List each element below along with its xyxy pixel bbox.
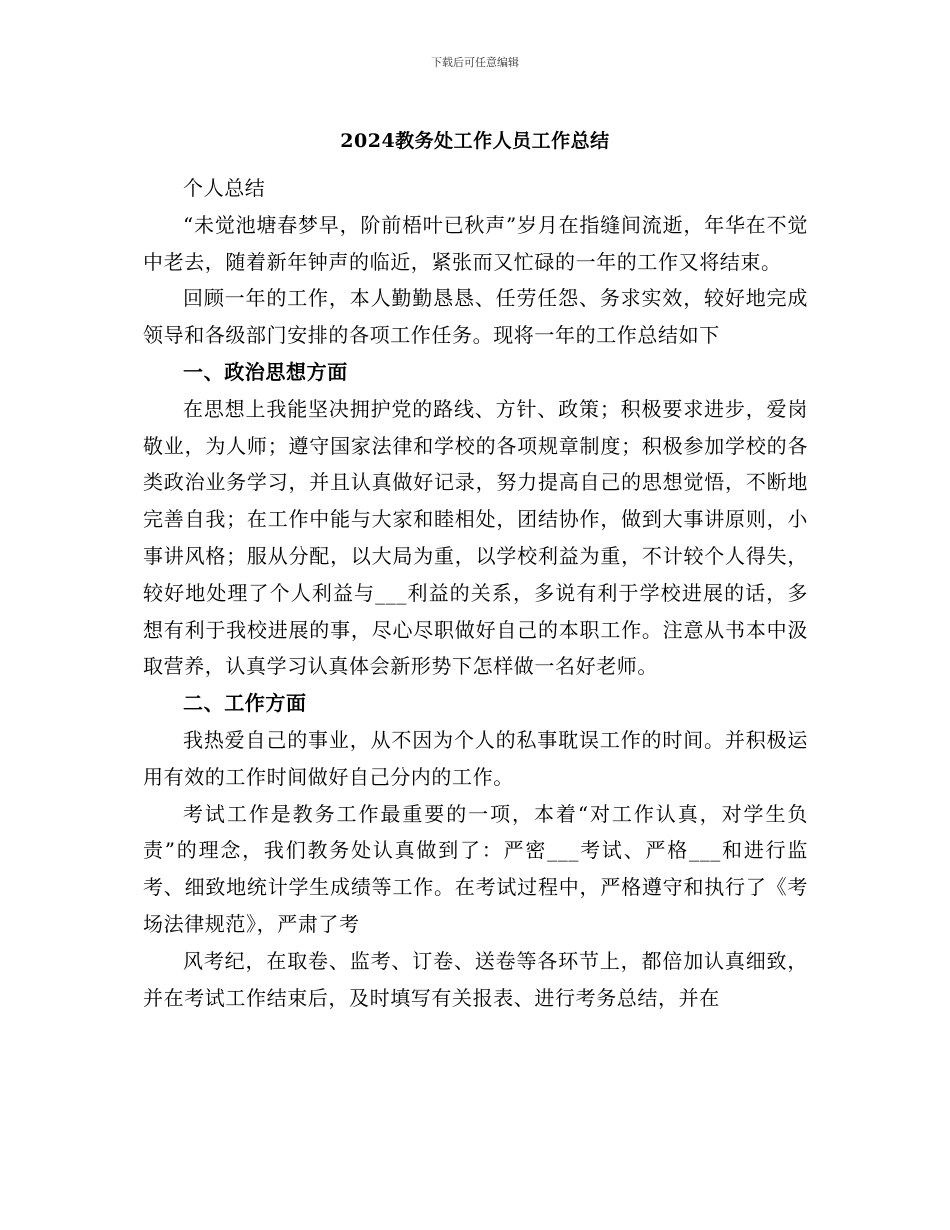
paragraph-intro-poem: “未觉池塘春梦早，阶前梧叶已秋声”岁月在指缝间流逝，年华在不觉中老去，随着新年钟声的临近，紧张而又忙碌的一年的工作又将结束。	[143, 212, 808, 274]
paragraph-work-attitude: 我热爱自己的事业，从不因为个人的私事耽误工作的时间。并积极运用有效的工作时间做好自己分内的工作。	[143, 727, 808, 789]
paragraph-review: 回顾一年的工作，本人勤勤恳恳、任劳任怨、务求实效，较好地完成领导和各级部门安排的各项工作任务。现将一年的工作总结如下	[143, 286, 808, 348]
header-note: 下载后可任意编辑	[431, 56, 519, 69]
paragraph-personal-summary: 个人总结	[183, 176, 266, 200]
document-title: 2024教务处工作人员工作总结	[340, 130, 610, 152]
document-body	[143, 170, 808, 1016]
paragraph-exam-discipline: 风考纪，在取卷、监考、订卷、送卷等各环节上，都倍加认真细致，并在考试工作结束后，及时填写有关报表、进行考务总结，并在	[143, 948, 808, 1010]
paragraph-exam-work: 考试工作是教务工作最重要的一项，本着“对工作认真，对学生负责”的理念，我们教务处认真做到了：严密___考试、严格___和进行监考、细致地统计学生成绩等工作。在考试过程中，严格遵守和执行了《考场法律规范》，严肃了考	[143, 801, 808, 936]
section-heading-political: 一、政治思想方面	[183, 359, 348, 384]
paragraph-political-thought: 在思想上我能坚决拥护党的路线、方针、政策；积极要求进步，爱岗敬业，为人师；遵守国家法律和学校的各项规章制度；积极参加学校的各类政治业务学习，并且认真做好记录，努力提高自己的思想觉悟，不断地完善自我；在工作中能与大家和睦相处，团结协作，做到大事讲原则，小事讲风格；服从分配，以大局为重，以学校利益为重，不计较个人得失，较好地处理了个人利益与___利益的关系，多说有利于学校进展的话，多想有利于我校进展的事，尽心尽职做好自己的本职工作。注意从书本中汲取营养，认真学习认真体会新形势下怎样做一名好老师。	[143, 396, 808, 679]
section-heading-work: 二、工作方面	[183, 691, 307, 716]
